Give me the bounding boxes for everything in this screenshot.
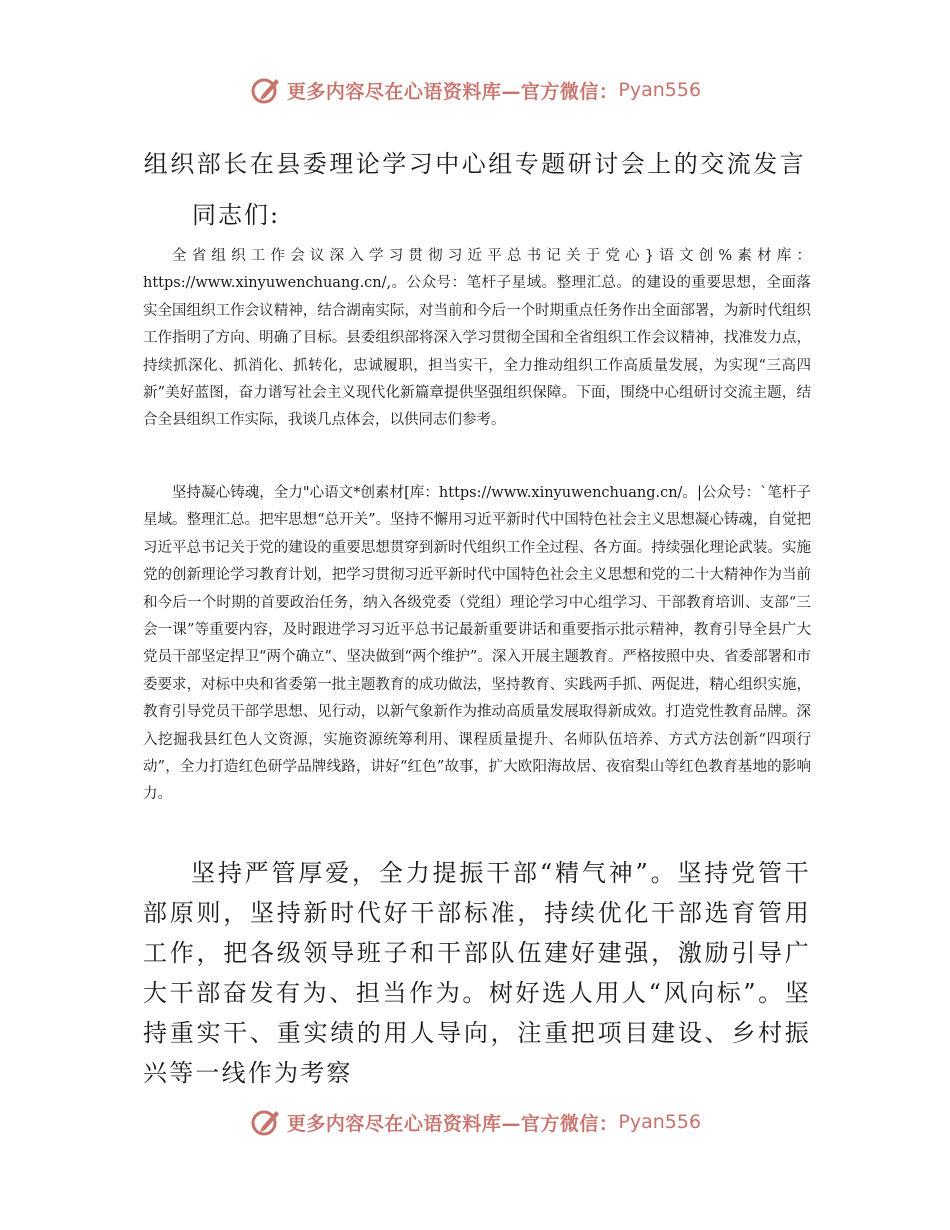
header-banner: [0, 70, 950, 110]
paragraph-intro: 全省组织工作会议深入学习贯彻习近平总书记关于党心}语文创%素材库：https://www.xinyuwenchuang.cn/,。公众号：笔杆子星域。整理汇总。的建设的重要思想，全面落实全国组织工作会议精神，结合湖南实际，对当前和今后一个时期重点任务作出全面部署，为新时代组织工作指明了方向、明确了目标。县委组织部将深入学习贯彻全国和全省组织工作会议精神，找准发力点，持续抓深化、抓消化、抓转化，忠诚履职，担当实干，全力推动组织工作高质量发展，为实现“三高四新”美好蓝图，奋力谱写社会主义现代化新篇章提供坚强组织保障。下面，围绕中心组研讨交流主题，结合全县组织工作实际，我谈几点体会，以供同志们参考。: [143, 248, 811, 429]
banner-content: [249, 1105, 701, 1139]
greeting: 同志们:: [192, 201, 281, 229]
pen-nib-circle-icon: [249, 1105, 283, 1139]
banner-text: 更多内容尽在心语资料库—官方微信：: [286, 80, 619, 103]
paragraph-unify-minds: 坚持凝心铸魂，全力"心语文*创素材[库：https://www.xinyuwenchuang.cn/。|公众号：`笔杆子星域。整理汇总。把牢思想“总开关”。坚持不懈用习近平新时代中国特色社会主义思想凝心铸魂，自觉把习近平总书记关于党的建设的重要思想贯穿到新时代组织工作全过程、各方面。持续强化理论武装。实施党的创新理论学习教育计划，把学习贯彻习近平新时代中国特色社会主义思想和党的二十大精神作为当前和今后一个时期的首要政治任务，纳入各级党委（党组）理论学习中心组学习、干部教育培训、支部“三会一课”等重要内容，及时跟进学习习近平总书记最新重要讲话和重要指示批示精神，教育引导全县广大党员干部坚定捍卫“两个确立”、坚决做到“两个维护”。深入开展主题教育。严格按照中央、省委部署和市委要求，对标中央和省委第一批主题教育的成功做法，坚持教育、实践两手抓、两促进，精心组织实施，教育引导党员干部学思想、见行动，以新气象新作为推动高质量发展取得新成效。打造党性教育品牌。深入挖掘我县红色人文资源，实施资源统筹利用、课程质量提升、名师队伍培养、方式方法创新“四项行动”，全力打造红色研学品牌线路，讲好“红色”故事，扩大欧阳海故居、夜宿梨山等红色教育基地的影响力。: [143, 485, 811, 803]
pen-nib-circle-icon: [249, 73, 283, 107]
footer-banner: [0, 1102, 950, 1142]
banner-wechat-id: Pyan556: [618, 1111, 702, 1133]
paragraph-strict-management: 坚持严管厚爱，全力提振干部“精气神”。坚持党管干部原则，坚持新时代好干部标准，持续优化干部选育管用工作，把各级领导班子和干部队伍建好建强，激励引导广大干部奋发有为、担当作为。树好选人用人“风向标”。坚持重实干、重实绩的用人导向，注重把项目建设、乡村振兴等一线作为考察: [143, 859, 811, 1087]
banner-wechat-id: Pyan556: [618, 79, 702, 101]
document-title: 组织部长在县委理论学习中心组专题研讨会上的交流发言: [143, 150, 807, 178]
banner-text: 更多内容尽在心语资料库—官方微信：: [286, 1112, 619, 1135]
banner-content: [249, 73, 701, 107]
